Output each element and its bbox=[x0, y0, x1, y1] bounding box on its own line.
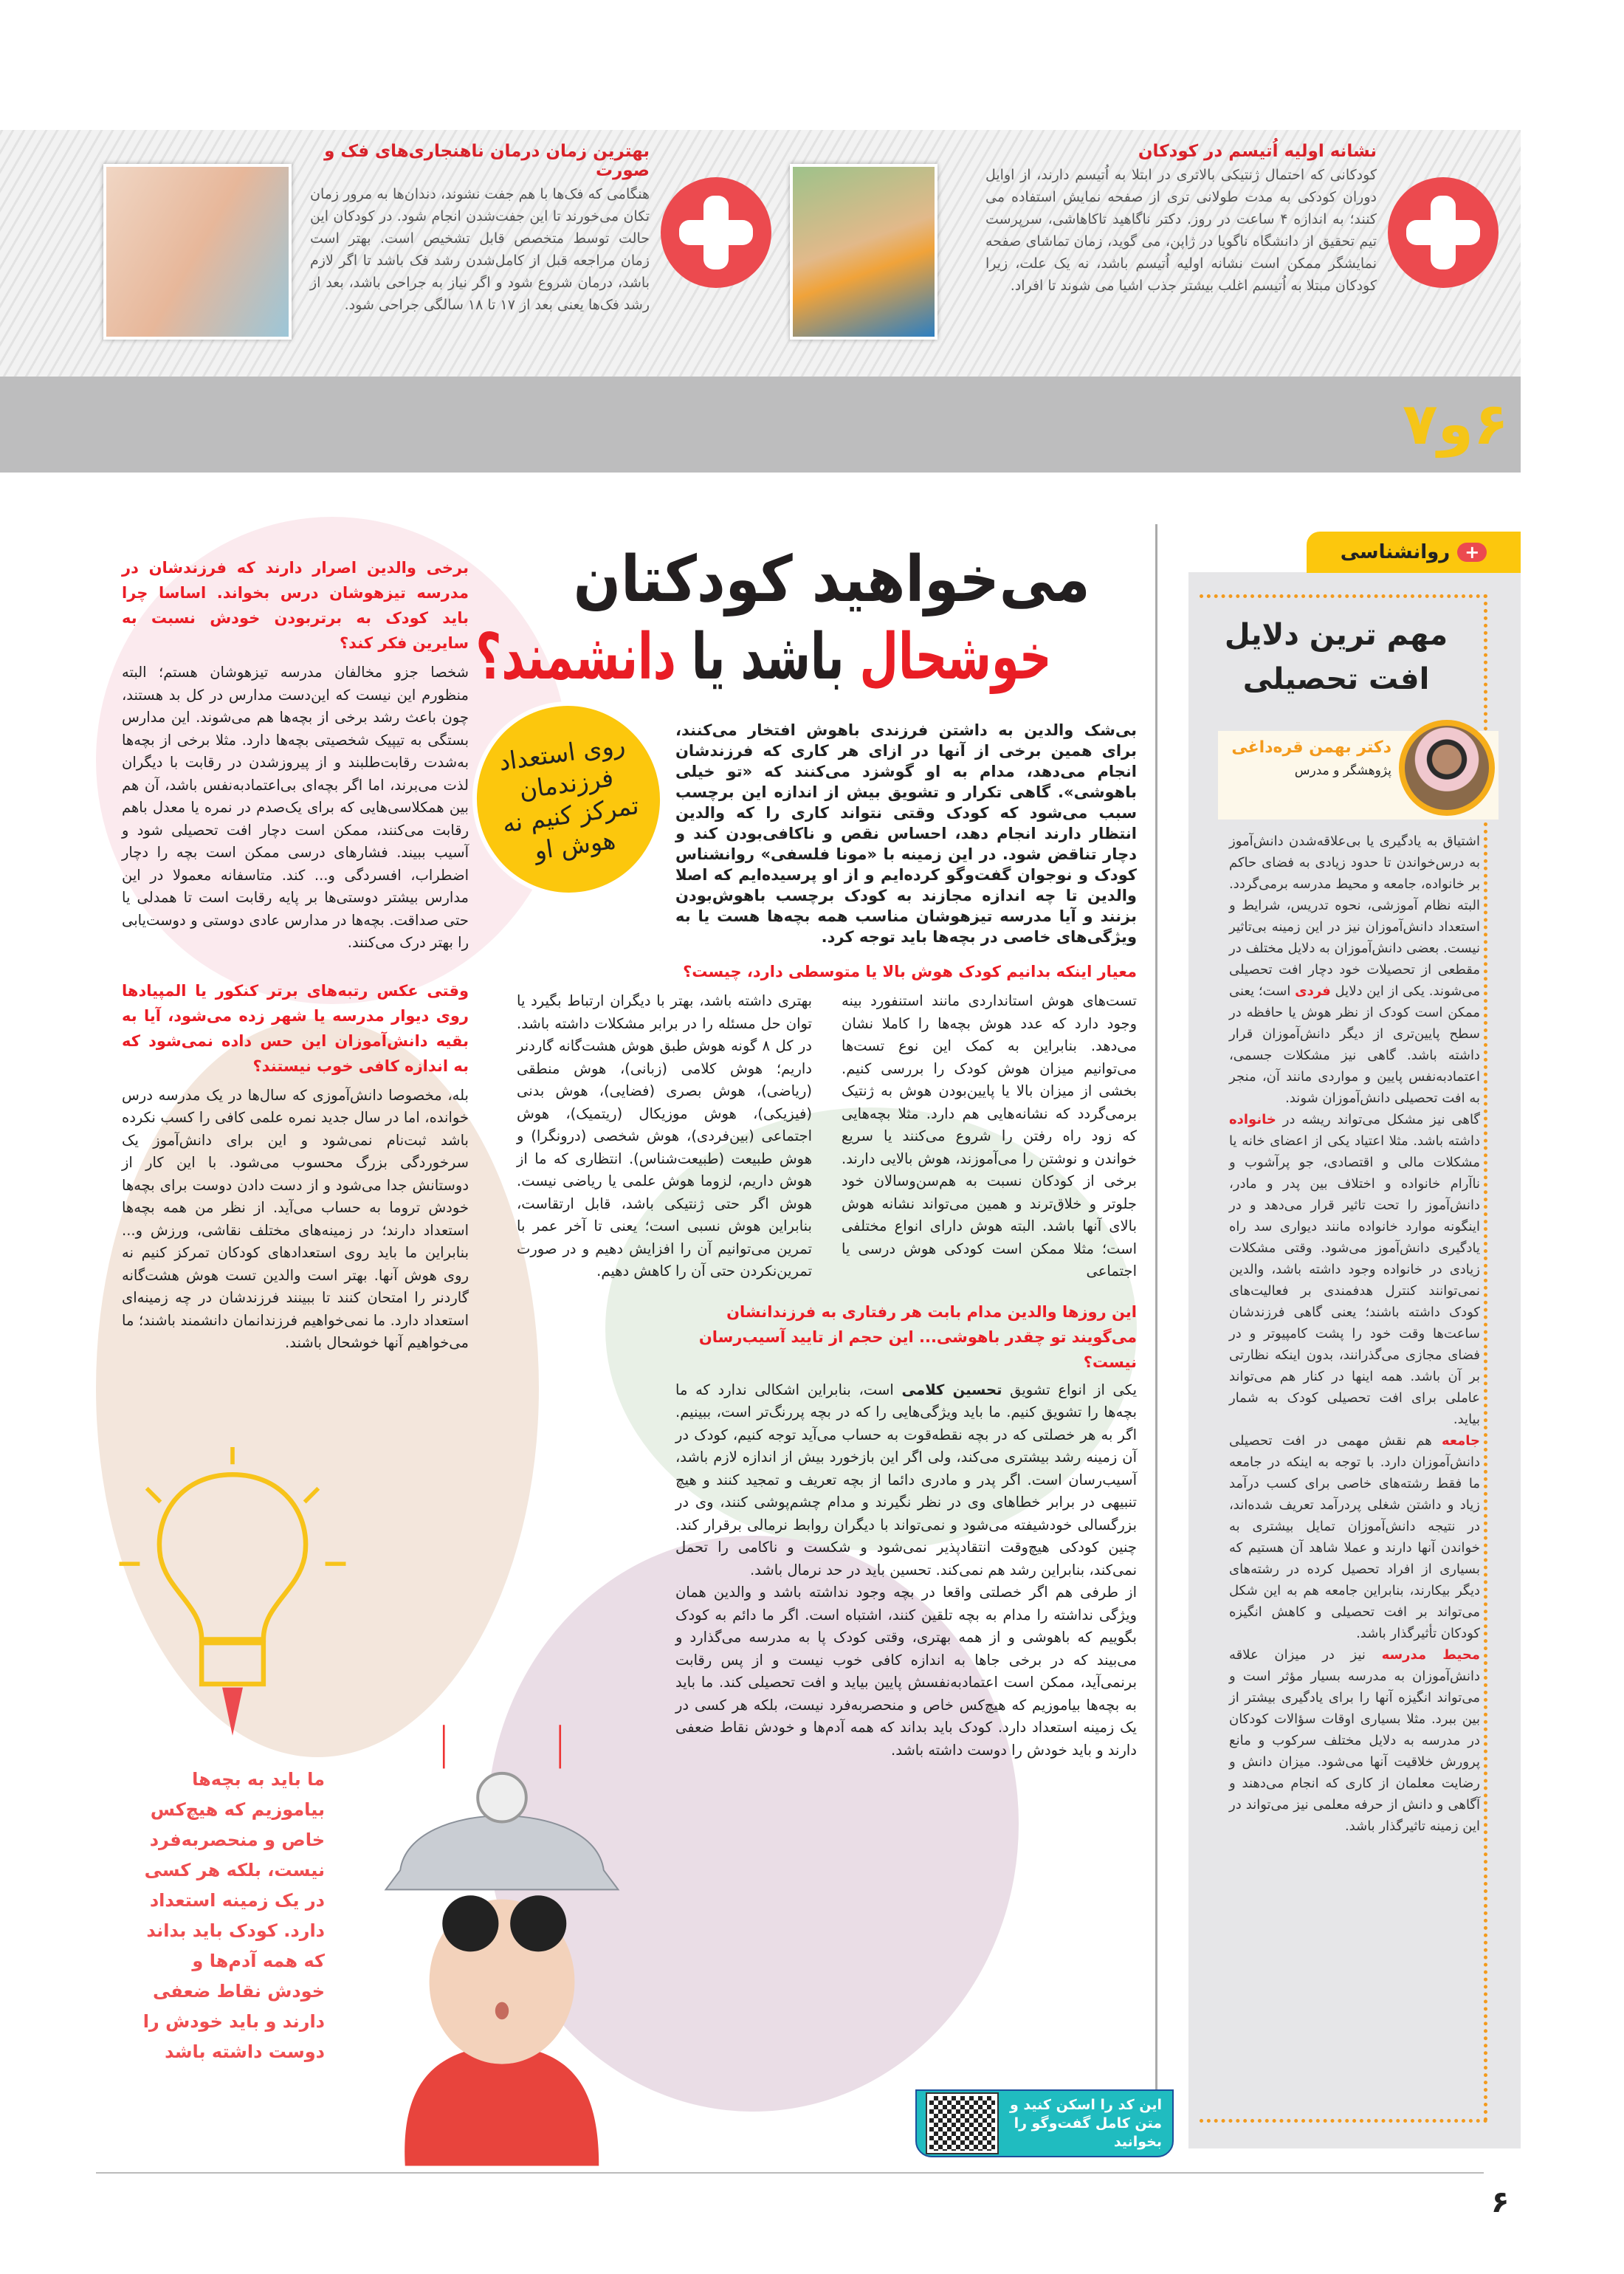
keyword: فردی bbox=[1295, 983, 1331, 999]
headline-red: دانشمند؟ bbox=[475, 620, 676, 694]
headline-line1: می‌خواهید کودکتان bbox=[573, 543, 1090, 616]
callout-circle: روی استعداد فرزندمان تمرکز کنیم نه هوش او bbox=[460, 689, 677, 910]
author-role: پژوهشگر و مدرس bbox=[1294, 763, 1391, 778]
paragraph bbox=[1229, 1644, 1480, 1837]
footer-rule bbox=[96, 2172, 1484, 2174]
plus-icon bbox=[661, 177, 771, 288]
brief-autism bbox=[985, 142, 1377, 297]
paragraph bbox=[1229, 831, 1480, 1109]
text: است، بنابراین اشکالی ندارد که ما بچه‌ها را تشویق کنیم. ما باید ویژگی‌هایی را که در بچه پررنگ‌تر است، ببینیم. اگر به هر خصلتی که در بچه نقطه‌قوت به حساب می‌آید توجه کنیم، کودک در آن زمینه رشد بیشتری می‌کند، ولی اگر این بازخورد بیش از اندازه لازم باشد، آسیب‌رسان است. اگر پدر و مادری دائما از بچه تعریف و تمجید کنند و هیچ تنبیهی در برابر خطاهای وی در نظر نگیرند و مدام چشم‌پوشی کنند، وی در بزرگسالی خودشیفته می‌شود و نمی‌تواند با دیگران روابط نرمالی برقرار کند. چنین کودکی هیچ‌وقت انتقادپذیر نمی‌شود و شکست و ناکامی را تحمل نمی‌کند، بنابراین رشد هم نمی‌کند. تحسین باید در حد نرمال باشد. bbox=[675, 1381, 1137, 1579]
text: گاهی نیز مشکل می‌تواند ریشه در bbox=[1276, 1112, 1480, 1127]
author-avatar bbox=[1399, 720, 1495, 816]
lead-paragraph: بی‌شک والدین به داشتن فرزندی باهوش افتخار می‌کنند، برای همین برخی از آنها در ازای هر کاری که فرزندشان انجام می‌دهد، مدام به او گوشزد می‌کنند که «تو خیلی باهوشی». گاهی تکرار و تشویق بیش از اندازه این برچسب سبب می‌شود که کودک وقتی نتواند کاری را که والدین انتظار دارند انجام دهد، احساس نقص و ناکافی‌بودن کند و دچار تناقض شود. در این زمینه با «مونا فلسفی» روانشناس کودک و نوجوان گفت‌وگو کرده‌ایم و از او پرسیده‌ایم که اصلا والدین تا چه اندازه مجازند به کودک برچسب باهوش‌بودن بزنند و آیا مدرسه تیزهوشان مناسب همه بچه‌ها هست یا به ویژگی‌های خاصی در بچه‌ها باید توجه کرد. bbox=[675, 721, 1137, 946]
paragraph bbox=[1229, 1109, 1480, 1430]
boy-with-foil-helmet-photo bbox=[347, 1587, 657, 2171]
text: یکی از انواع تشویق bbox=[1002, 1381, 1138, 1398]
question-heading: برخی والدین اصرار دارند که فرزندشان در مدرسه تیزهوشان درس بخواند. اساسا چرا باید کودک به برتربودن خودش نسبت به سایرین فکر کند؟ bbox=[122, 559, 469, 652]
category-label: روانشناسی bbox=[1340, 541, 1451, 563]
question-heading: این روزها والدین مدام بابت هر رفتاری به فرزندانشان می‌گویند تو چقدر باهوشی... این حجم از تایید آسیب‌رسان نیست؟ bbox=[698, 1302, 1137, 1371]
bold-term: تحسین کلامی bbox=[901, 1381, 1002, 1398]
section-pages: ۶و۷ bbox=[1403, 391, 1509, 458]
answer-body: بله، مخصوصا دانش‌آموزی که سال‌ها در یک مدرسه درس خوانده، اما در سال جدید نمره علمی کافی را کسب نکرده باشد ثبت‌نام نمی‌شود و این برای دانش‌آموز یک سرخوردگی بزرگ محسوب می‌شود. با این کار از دوستانش جدا می‌شود و از دست دادن دوست برای بچه‌ها خودش تروما به حساب می‌آید. از نظر من همه بچه‌ها استعداد دارند؛ در زمینه‌های مختلف نقاشی، ورزش و... بنابراین ما باید روی استعدادهای کودکان تمرکز کنیم نه روی هوش آنها. بهتر است والدین تست هوش هشت‌گانه گاردنر را امتحان کنند تا ببینند فرزندشان در چه زمینه‌ای استعداد دارد. ما نمی‌خواهیم فرزندانمان دانشمند باشند؛ ما می‌خواهیم آنها خوشحال باشند. bbox=[122, 1086, 469, 1351]
question-heading: وقتی عکس رتبه‌های برتر کنکور یا المپیادها روی دیوار مدرسه یا شهر زده می‌شود، آیا به بقیه دانش‌آموزان این حس داده نمی‌شود که به اندازه کافی خوب نیستند؟ bbox=[122, 981, 469, 1075]
title-line: مهم ترین دلایل bbox=[1224, 618, 1448, 652]
dentist-photo bbox=[103, 164, 292, 340]
text: اشتیاق به یادگیری یا بی‌علاقه‌شدن دانش‌آموز به درس‌خواندن تا حدود زیادی به فضای حاکم بر خانواده، جامعه و محیط مدرسه برمی‌گردد. البته نظام آموزشی، نحوه تدریس، شرایط و استعداد دانش‌آموزان نیز در این زمینه بی‌تاثیر نیست. بعضی دانش‌آموزان به دلایل مختلف در مقطعی از تحصیلات خود دچار افت تحصیلی می‌شوند. یکی از این دلایل bbox=[1229, 834, 1480, 999]
keyword: محیط مدرسه bbox=[1381, 1647, 1480, 1663]
brief-jaw bbox=[310, 142, 650, 316]
keyword: جامعه bbox=[1442, 1433, 1480, 1449]
column-divider bbox=[1155, 524, 1157, 2089]
plus-icon: + bbox=[1457, 543, 1487, 562]
qr-code-icon[interactable] bbox=[927, 2094, 997, 2153]
brief-heading: نشانه اولیه اُتیسم در کودکان bbox=[1138, 142, 1377, 161]
text: داشته باشد. مثلا اعتیاد یکی از اعضای خانه یا مشکلات مالی و اقتصادی، جو پرآشوب و ناآرام خانواده و اختلاف بین پدر و مادر، دانش‌آموز را تحت تاثیر قرار می‌دهد و در اینگونه موارد خانواده مانند دیواری سد راه یادگیری دانش‌آموز می‌شود. وقتی مشکلات زیادی در خانواده وجود داشته باشد، والدین نمی‌توانند کنترل هدفمندی بر فعالیت‌های کودک داشته باشند؛ یعنی گاهی فرزندشان ساعت‌ها وقت خود را پشت کامپیوتر و در فضای مجازی می‌گذرانند، بدون اینکه نظارتی بر آن باشد. همه اینها در کنار هم می‌تواند عاملی برای افت تحصیلی کودک به شمار بیاید. bbox=[1229, 1133, 1480, 1427]
headline-line2 bbox=[475, 620, 1052, 694]
answer-column: بهتری داشته باشد، بهتر با دیگران ارتباط بگیرد یا توان حل مسئله را در برابر مشکلات داشته باشد. در کل ۸ گونه هوش طبق هوش هشت‌گانه گاردنر داریم؛ هوش کلامی (زبانی)، هوش منطقی (ریاضی)، هوش بصری (فضایی)، هوش بدنی (فیزیکی)، هوش موزیکال (ریتمیک)، هوش اجتماعی (بین‌فردی)، هوش شخصی (درونگرا) و هوش طبیعت (طبیعت‌شناس). انتظاری که ما از هوش داریم، لزوما هوش علمی یا ریاضی نیست. هوش اگر حتی ژنتیکی باشد، قابل ارتقاست، بنابراین هوش نسبی است؛ یعنی تا آخر عمر با تمرین می‌توانیم آن را افزایش دهیم و در صورت تمرین‌نکردن حتی آن را کاهش دهیم. bbox=[517, 992, 812, 1279]
child-with-phone-photo bbox=[790, 164, 937, 340]
answer-body: شخصا جزو مخالفان مدرسه تیزهوشان هستم؛ البته منظورم این نیست که این‌دست مدارس در کل بد هستند، چون باعث رشد برخی از بچه‌ها هم می‌شوند. این مدارس بستگی به تیپیک شخصیتی بچه‌ها دارد. مثلا برخی از بچه‌ها به‌شدت رقابت‌طلبند و از پیروزشدن در رقابت با دیگران لذت می‌برند، اما اگر بچه‌ای بی‌اعتمادبه‌نفس باشد، آن هم بین همکلاسی‌هایی که برای یک‌صدم در نمره یا معدل باهم رقابت می‌کنند، ممکن است دچار افت تحصیلی شود و آسیب ببیند. فشارهای درسی ممکن است بچه را دچار اضطراب، افسردگی و... کند. متاسفانه معمولا در این مدارس بیشتر دوستی‌ها بر پایه رقابت است تا همدلی یا حتی صداقت. بچه‌ها در مدارس عادی دوستی و دوست‌یابی را بهتر درک می‌کنند. bbox=[122, 664, 469, 951]
text: نیز در میزان علاقه دانش‌آموزان به مدرسه بسیار مؤثر است و می‌تواند انگیزه آنها را برای یادگیری بیشتر از بین ببرد. مثلا بسیاری اوقات سؤالات کودکان در مدرسه به دلایل مختلف سرکوب و مانع پرورش خلاقیت آنها می‌شود. میزان دانش و رضایت معلمان از کاری که انجام می‌دهند و آگاهی و دانش از حرفه معلمی نیز می‌تواند در این زمینه تاثیرگذار باشد. bbox=[1229, 1647, 1480, 1834]
sidebar-title bbox=[1211, 613, 1462, 701]
headline-black: باشد یا bbox=[675, 620, 860, 694]
sidebar-body bbox=[1229, 831, 1480, 1837]
keyword: خانواده bbox=[1229, 1112, 1276, 1127]
page-number: ۶ bbox=[1491, 2185, 1510, 2219]
paragraph bbox=[1229, 1430, 1480, 1644]
lightbulb-illustration bbox=[111, 1447, 354, 1742]
qr-caption: این کد را اسکن کنید و متن کامل گفت‌وگو را بخوانید bbox=[1010, 2096, 1162, 2150]
answer-body bbox=[675, 1379, 1137, 1762]
brief-heading: بهترین زمان درمان ناهنجاری‌های فک و صورت bbox=[324, 142, 650, 180]
brief-text: هنگامی که فک‌ها با هم جفت نشوند، دندان‌ها به مرور زمان تکان می‌خورند تا این جفت‌شدن انجام شود. در کودکان این حالت توسط متخصص قابل تشخیص است. بهتر است زمان مراجعه قبل از کامل‌شدن رشد فک باشد تا اگر لازم باشد، درمان شروع شود و اگر نیاز به جراحی باشد، بعد از رشد فک‌ها یعنی بعد از ۱۷ تا ۱۸ سالگی جراحی شود. bbox=[310, 186, 650, 313]
paragraph bbox=[675, 1379, 1137, 1582]
qr-promo-box[interactable] bbox=[915, 2089, 1174, 2157]
pull-quote: ما باید به بچه‌ها بیاموزیم که هیچ‌کس خاص و منحصربه‌فرد نیست، بلکه هر کسی در یک زمینه استعداد دارد. کودک باید بداند که همه آدم‌ها و خودش نقاط ضعفی دارند و باید خودش را دوست داشته باشد bbox=[142, 1769, 325, 2062]
category-tab bbox=[1307, 532, 1521, 573]
question-heading: معیار اینکه بدانیم کودک هوش بالا یا متوسطی دارد، چیست؟ bbox=[683, 963, 1137, 980]
answer-columns bbox=[517, 990, 1137, 1283]
author-name: دکتر بهمن قره‌داغی bbox=[1231, 738, 1391, 757]
plus-icon bbox=[1388, 177, 1499, 288]
brief-text: کودکانی که احتمال ژنتیکی بالاتری در ابتلا به اُتیسم دارند، از اوایل دوران کودکی به مدت طولانی تری از صفحه نمایش استفاده می کنند؛ به اندازه ۴ ساعت در روز. دکتر ناگاهید تاکاهاشی، سرپرست تیم تحقیق از دانشگاه ناگویا در ژاپن، می گوید، زمان تماشای صفحه نمایشگر ممکن است نشانه اولیه اُتیسم باشد، نه یک علت، زیرا کودکان مبتلا به اُتیسم اغلب بیشتر جذب اشیا می شوند تا افراد. bbox=[985, 167, 1377, 294]
left-column bbox=[122, 555, 469, 1355]
text: است؛ یعنی ممکن است کودک از نظر هوش یا حافظه در سطح پایین‌تری از دیگر دانش‌آموزان قرار داشته باشد. گاهی نیز مشکلات جسمی، اعتمادبه‌نفس پایین و مواردی مانند آن، منجر به افت تحصیلی دانش‌آموزان شوند. bbox=[1229, 983, 1480, 1106]
text: هم نقش مهمی در افت تحصیلی دانش‌آموزان دارد. با توجه به اینکه در جامعه ما فقط رشته‌های خاصی برای کسب درآمد زیاد و داشتن شغلی پردرآمد تعریف شده‌اند، در نتیجه دانش‌آموزان تمایل بیشتری به خواندن آنها دارند و عملا شاهد آن هستیم که بسیاری از افراد تحصیل کرده در رشته‌های دیگر بیکارند، بنابراین جامعه هم به این شکل می‌تواند بر افت تحصیلی و کاهش انگیزه کودکان تأثیرگذار باشد. bbox=[1229, 1433, 1480, 1641]
paragraph: از طرفی هم اگر خصلتی واقعا در بچه وجود نداشته باشد و والدین همان ویژگی نداشته را مدام به بچه تلقین کنند، اشتباه است. اگر ما دائم به کودک بگوییم که باهوشی و از همه بهتری، وقتی کودک پا به مدرسه می‌گذارد و می‌بیند که در برخی جاها به اندازه کافی خوب نیست و از پس رقابت برنمی‌آید، ممکن است اعتمادبه‌نفسش پایین بیاید و افت تحصیلی کند. ما باید به بچه‌ها بیاموزیم که هیچ‌کس خاص و منحصربه‌فرد نیست، بلکه هر کسی در یک زمینه استعداد دارد. کودک باید بداند که همه آدم‌ها و خودش نقاط ضعفی دارند و باید خودش را دوست داشته باشد. bbox=[675, 1584, 1137, 1759]
title-line: افت تحصیلی bbox=[1242, 662, 1430, 696]
section-bar bbox=[0, 377, 1521, 473]
headline-red: خوشحال bbox=[859, 620, 1052, 694]
answer-column: تست‌های هوش استانداردی مانند استنفورد بینه وجود دارد که عدد هوش بچه‌ها را کاملا نشان می‌دهد. بنابراین به کمک این نوع تست‌ها می‌توانیم میزان هوش کودک را بررسی کنیم. بخشی از میزان بالا یا پایین‌بودن هوش به ژنتیک برمی‌گردد که نشانه‌هایی هم دارد. مثلا بچه‌هایی که زود راه رفتن را شروع می‌کنند یا سریع خواندن و نوشتن را می‌آموزند، هوش بالایی دارند. برخی از کودکان نسبت به هم‌سن‌وسالان خود جلوتر و خلاق‌ترند و همین می‌تواند نشانه هوش بالای آنها باشد. البته هوش دارای انواع مختلفی است؛ مثلا ممکن است کودکی هوش درسی یا اجتماعی bbox=[842, 992, 1137, 1279]
